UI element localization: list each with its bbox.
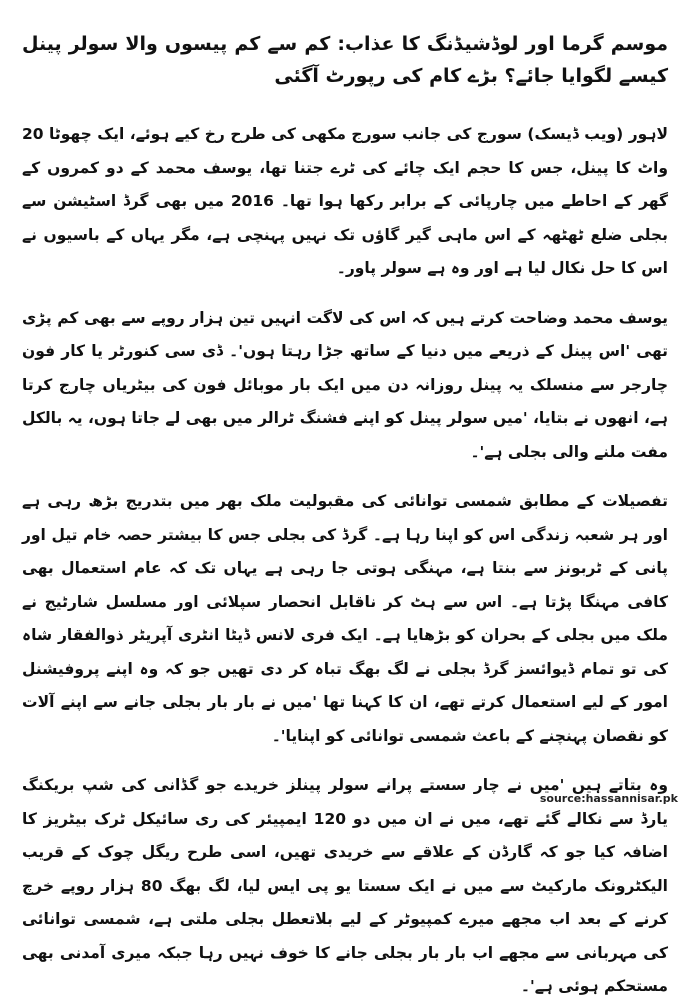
article-headline: موسم گرما اور لوڈشیڈنگ کا عذاب: کم سے کم پیسوں والا سولر پینل کیسے لگوایا جائے؟ بڑے کام کی رپورٹ آگئی	[22, 33, 668, 87]
article-paragraph-2: یوسف محمد وضاحت کرتے ہیں کہ اس کی لاگت انہیں تین ہزار روپے سے بھی کم پڑی تھی 'اس پینل کے ذریعے میں دنیا کے ساتھ جڑا رہتا ہوں'۔ ڈی سی کنورٹر یا کار فون چارجر سے منسلک یہ پینل روزانہ دن میں ایک بار موبائل فون کی بیٹریاں چارج کرتا ہے، انھوں نے بتایا، 'میں سولر پینل کو اپنے فشنگ ٹرالر میں بھی لے جاتا ہوں، یہ بالکل مفت ملنے والی بجلی ہے'۔	[22, 308, 668, 461]
article-paragraph-3: تفصیلات کے مطابق شمسی توانائی کی مقبولیت ملک بھر میں بتدریج بڑھ رہی ہے اور ہر شعبہ زندگی اس کو اپنا رہا ہے۔ گرڈ کی بجلی جس کا بیشتر حصہ خام تیل اور پانی کے ٹربونز سے بنتا ہے، مہنگی ہوتی جا رہی ہے یہاں تک کہ عام استعمال بھی کافی مہنگا پڑتا ہے۔ اس سے ہٹ کر ناقابل انحصار سپلائی اور مسلسل شارٹیج نے ملک میں بجلی کے بحران کو بڑھایا ہے۔ ایک فری لانس ڈیٹا انٹری آپریٹر ذوالفقار شاہ کی تو تمام ڈیوائسز گرڈ بجلی نے لگ بھگ تباہ کر دی تھیں جو کہ وہ اپنے پروفیشنل امور کے لیے استعمال کرتے تھے، ان کا کہنا تھا 'میں نے بار بار بجلی جانے سے اپنے آلات کو نقصان پہنچنے کے باعث شمسی توانائی کو اپنایا'۔	[22, 492, 668, 745]
article-paragraph-4: وہ بتاتے ہیں 'میں نے چار سستے پرانے سولر پینلز خریدے جو گڈانی کی شپ بریکنگ یارڈ سے نکالے گئے تھے، میں نے ان میں دو 120 ایمپیئر کی ری سائیکل ٹرک بیٹریز کا اضافہ کیا جو کہ گارڈن کے علاقے سے خریدی تھیں، اسی طرح ریگل چوک کے قریب الیکٹرونک مارکیٹ سے میں نے ایک سستا یو پی ایس لیا، لگ بھگ 80 ہزار روپے خرچ کرنے کے بعد اب مجھے میرے کمپیوٹر کے لیے بلاتعطل بجلی ملتی ہے، شمسی توانائی کی مہربانی سے مجھے اب بار بار بجلی جانے کا خوف نہیں رہا جبکہ میری آمدنی بھی مستحکم ہوئی ہے'۔	[22, 776, 668, 995]
source-credit: source:hassannisar.pk	[539, 792, 678, 805]
article-paragraph-1: لاہور (ویب ڈیسک) سورج کی جانب سورج مکھی کی طرح رخ کیے ہوئے، ایک چھوٹا 20 واٹ کا پینل، جس کا حجم ایک چائے کی ٹرے جتنا تھا، یوسف محمد کے دو کمروں کے گھر کے احاطے میں چارپائی کے برابر رکھا ہوا تھا۔ 2016 میں بھی گرڈ اسٹیشن سے بجلی ضلع ٹھٹھہ کے اس ماہی گیر گاؤں تک نہیں پہنچی ہے، مگر یہاں کے باسیوں نے اس کا حل نکال لیا ہے اور وہ ہے سولر پاور۔	[22, 125, 668, 277]
